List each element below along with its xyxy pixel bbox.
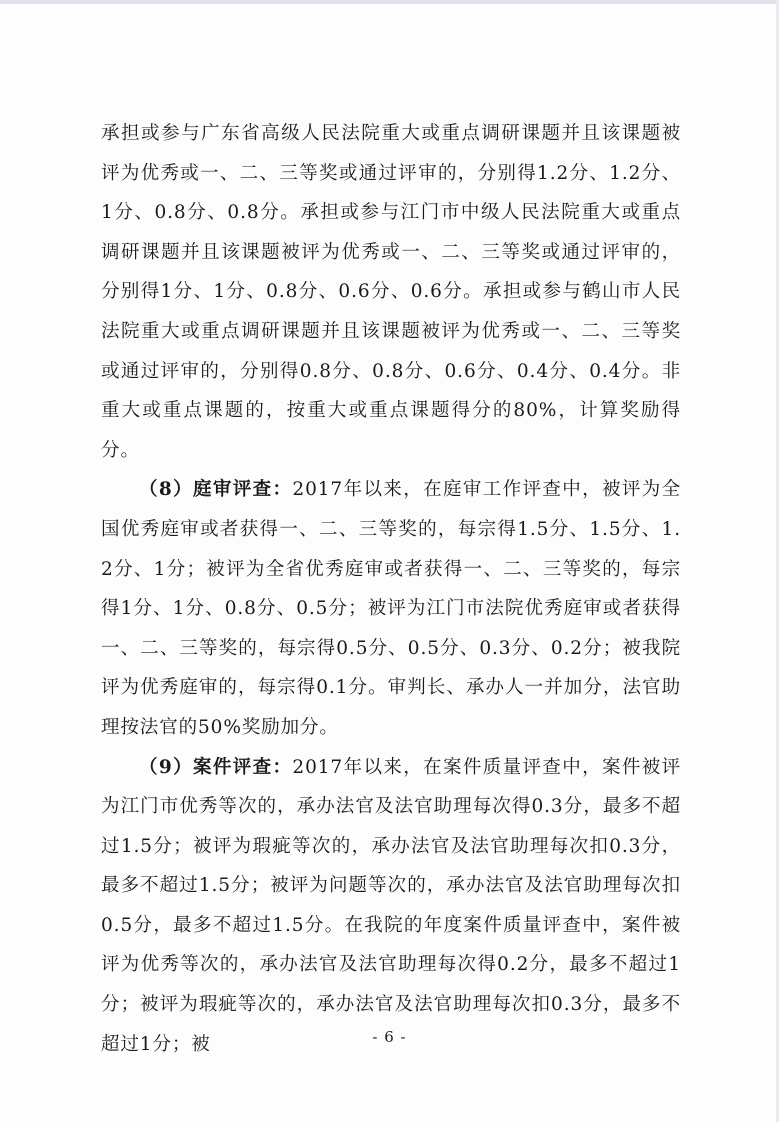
paragraph-trial-review — [101, 470, 681, 747]
paragraph-case-review — [101, 748, 681, 1065]
page-number: - 6 - — [372, 1028, 407, 1046]
paragraph-3-text: 2017年以来，在案件质量评查中，案件被评为江门市优秀等次的，承办法官及法官助理每次得0.3分，最多不超过1.5分；被评为瑕疵等次的，承办法官及法官助理每次扣0.3分，最多不超过1.5分；被评为问题等次的，承办法官及法官助理每次扣0.5分，最多不超过1.5分。在我院的年度案件质量评查中，案件被评为优秀等次的，承办法官及法官助理每次得0.2分，最多不超过1分；被评为瑕疵等次的，承办法官及法官助理每次扣0.3分，最多不超过1分；被 — [101, 756, 682, 1055]
paragraph-2-text: 2017年以来，在庭审工作评查中，被评为全国优秀庭审或者获得一、二、三等奖的，每宗得1.5分、1.5分、1.2分、1分；被评为全省优秀庭审或者获得一、二、三等奖的，每宗得1分、1分、0.8分、0.5分；被评为江门市法院优秀庭审或者获得一、二、三等奖的，每宗得0.5分、0.5分、0.3分、0.2分；被我院评为优秀庭审的，每宗得0.1分。审判长、承办人一并加分，法官助理按法官的50%奖励加分。 — [101, 479, 682, 738]
paragraph-2-heading: （8）庭审评查： — [139, 479, 293, 501]
paragraph-research-topics — [101, 114, 681, 470]
paragraph-3-heading: （9）案件评查： — [139, 756, 293, 778]
body-text — [101, 114, 681, 1064]
paragraph-1-text: 承担或参与广东省高级人民法院重大或重点调研课题并且该课题被评为优秀或一、二、三等奖或通过评审的，分别得1.2分、1.2分、1分、0.8分、0.8分。承担或参与江门市中级人民法院重大或重点调研课题并且该课题被评为优秀或一、二、三等奖或通过评审的，分别得1分、1分、0.8分、0.6分、0.6分。承担或参与鹤山市人民法院重大或重点调研课题并且该课题被评为优秀或一、二、三等奖或通过评审的，分别得0.8分、0.8分、0.6分、0.4分、0.4分。非重大或重点课题的，按重大或重点课题得分的80%，计算奖励得分。 — [101, 123, 681, 461]
scan-top-edge — [0, 0, 779, 4]
